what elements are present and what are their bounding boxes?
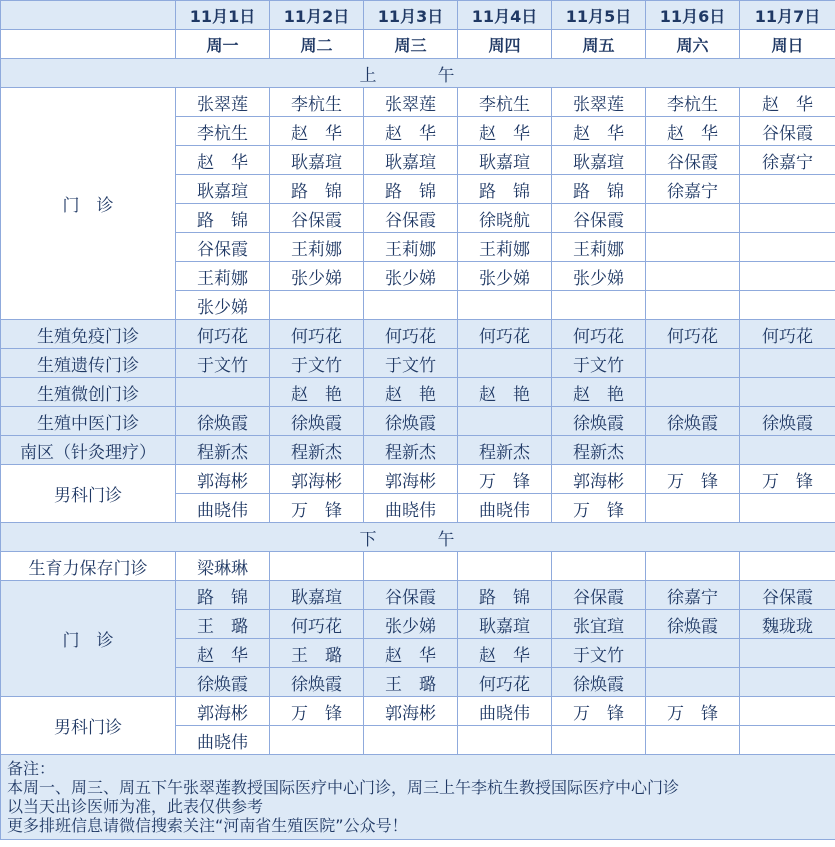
note-line: 以当天出诊医师为准，此表仅供参考 xyxy=(7,797,264,816)
doctor-cell: 魏珑珑 xyxy=(740,610,835,639)
doctor-cell xyxy=(740,639,835,668)
doctor-cell: 谷保霞 xyxy=(740,581,835,610)
doctor-cell: 徐焕霞 xyxy=(176,668,270,697)
date-header: 11月3日 xyxy=(364,1,458,30)
doctor-cell: 万 锋 xyxy=(270,697,364,726)
weekday-header: 周六 xyxy=(646,30,740,59)
doctor-cell xyxy=(646,668,740,697)
doctor-cell xyxy=(646,639,740,668)
doctor-cell: 耿嘉瑄 xyxy=(458,146,552,175)
doctor-cell xyxy=(364,291,458,320)
doctor-cell: 何巧花 xyxy=(176,320,270,349)
doctor-cell: 何巧花 xyxy=(458,668,552,697)
doctor-cell: 徐嘉宁 xyxy=(646,581,740,610)
schedule-row xyxy=(1,581,835,610)
doctor-cell: 王莉娜 xyxy=(458,233,552,262)
doctor-cell: 谷保霞 xyxy=(740,117,835,146)
doctor-cell: 耿嘉瑄 xyxy=(552,146,646,175)
doctor-cell xyxy=(552,291,646,320)
doctor-cell: 耿嘉瑄 xyxy=(458,610,552,639)
clinic-label: 南区（针灸理疗） xyxy=(1,436,176,465)
doctor-cell xyxy=(364,726,458,755)
doctor-cell xyxy=(646,291,740,320)
doctor-cell: 于文竹 xyxy=(176,349,270,378)
doctor-cell: 张宜瑄 xyxy=(552,610,646,639)
schedule-row xyxy=(1,465,835,494)
doctor-cell: 王莉娜 xyxy=(176,262,270,291)
schedule-row xyxy=(1,552,835,581)
corner-cell xyxy=(1,1,176,30)
doctor-cell xyxy=(740,291,835,320)
doctor-cell: 程新杰 xyxy=(552,436,646,465)
doctor-cell: 王莉娜 xyxy=(270,233,364,262)
date-header: 11月1日 xyxy=(176,1,270,30)
doctor-cell xyxy=(270,552,364,581)
doctor-cell: 赵 华 xyxy=(364,117,458,146)
doctor-cell: 谷保霞 xyxy=(364,204,458,233)
doctor-cell: 郭海彬 xyxy=(364,465,458,494)
schedule-row xyxy=(1,697,835,726)
doctor-cell: 王 璐 xyxy=(364,668,458,697)
doctor-cell: 赵 艳 xyxy=(364,378,458,407)
doctor-cell: 万 锋 xyxy=(270,494,364,523)
doctor-cell xyxy=(740,552,835,581)
doctor-cell xyxy=(364,552,458,581)
weekday-header: 周二 xyxy=(270,30,364,59)
doctor-cell: 曲晓伟 xyxy=(458,697,552,726)
doctor-cell: 于文竹 xyxy=(552,349,646,378)
clinic-label: 门 诊 xyxy=(1,88,176,320)
weekday-header: 周一 xyxy=(176,30,270,59)
doctor-cell: 徐焕霞 xyxy=(646,407,740,436)
doctor-cell xyxy=(552,552,646,581)
doctor-cell: 曲晓伟 xyxy=(176,726,270,755)
afternoon-section-row xyxy=(1,523,835,552)
doctor-cell: 徐焕霞 xyxy=(270,668,364,697)
doctor-cell: 郭海彬 xyxy=(552,465,646,494)
doctor-cell: 耿嘉瑄 xyxy=(270,581,364,610)
doctor-cell: 张少娣 xyxy=(364,262,458,291)
clinic-label: 生殖中医门诊 xyxy=(1,407,176,436)
doctor-cell xyxy=(646,552,740,581)
doctor-cell: 郭海彬 xyxy=(176,697,270,726)
schedule-row xyxy=(1,349,835,378)
doctor-cell: 张翠莲 xyxy=(364,88,458,117)
afternoon-section-title: 下 午 xyxy=(1,523,835,552)
doctor-cell: 徐嘉宁 xyxy=(646,175,740,204)
note-line: 本周一、周三、周五下午张翠莲教授国际医疗中心门诊，周三上午李杭生教授国际医疗中心门诊 xyxy=(7,778,680,797)
doctor-cell: 徐晓航 xyxy=(458,204,552,233)
date-header: 11月7日 xyxy=(740,1,835,30)
doctor-cell xyxy=(740,697,835,726)
doctor-cell: 何巧花 xyxy=(646,320,740,349)
clinic-label: 生殖遗传门诊 xyxy=(1,349,176,378)
doctor-cell: 路 锦 xyxy=(176,204,270,233)
doctor-cell xyxy=(270,726,364,755)
weekday-header-row xyxy=(1,30,835,59)
date-header-row xyxy=(1,1,835,30)
doctor-cell xyxy=(458,552,552,581)
doctor-cell: 何巧花 xyxy=(270,610,364,639)
date-header: 11月2日 xyxy=(270,1,364,30)
doctor-cell: 谷保霞 xyxy=(552,581,646,610)
clinic-label: 男科门诊 xyxy=(1,465,176,523)
doctor-cell: 万 锋 xyxy=(646,697,740,726)
corner-cell xyxy=(1,30,176,59)
doctor-cell: 郭海彬 xyxy=(176,465,270,494)
doctor-cell: 赵 艳 xyxy=(552,378,646,407)
doctor-cell: 张少娣 xyxy=(364,610,458,639)
doctor-cell: 曲晓伟 xyxy=(364,494,458,523)
doctor-cell: 李杭生 xyxy=(646,88,740,117)
doctor-cell: 徐焕霞 xyxy=(552,668,646,697)
doctor-cell: 于文竹 xyxy=(364,349,458,378)
doctor-cell: 谷保霞 xyxy=(270,204,364,233)
clinic-label: 男科门诊 xyxy=(1,697,176,755)
doctor-cell xyxy=(458,349,552,378)
doctor-cell: 王 璐 xyxy=(176,610,270,639)
doctor-cell: 李杭生 xyxy=(176,117,270,146)
doctor-cell xyxy=(646,262,740,291)
doctor-cell: 赵 华 xyxy=(552,117,646,146)
doctor-cell: 赵 华 xyxy=(176,146,270,175)
doctor-cell: 程新杰 xyxy=(458,436,552,465)
doctor-cell: 何巧花 xyxy=(458,320,552,349)
clinic-label: 生育力保存门诊 xyxy=(1,552,176,581)
doctor-cell xyxy=(458,407,552,436)
doctor-cell xyxy=(646,726,740,755)
schedule-row xyxy=(1,88,835,117)
doctor-cell: 程新杰 xyxy=(176,436,270,465)
doctor-cell: 路 锦 xyxy=(552,175,646,204)
doctor-cell: 赵 艳 xyxy=(458,378,552,407)
doctor-cell: 赵 华 xyxy=(740,88,835,117)
doctor-cell xyxy=(458,291,552,320)
doctor-cell: 谷保霞 xyxy=(176,233,270,262)
doctor-cell: 程新杰 xyxy=(270,436,364,465)
doctor-cell: 于文竹 xyxy=(552,639,646,668)
doctor-cell: 万 锋 xyxy=(458,465,552,494)
doctor-cell: 张翠莲 xyxy=(552,88,646,117)
morning-section-row xyxy=(1,59,835,88)
doctor-cell: 张少娣 xyxy=(458,262,552,291)
doctor-cell: 徐焕霞 xyxy=(552,407,646,436)
doctor-cell: 万 锋 xyxy=(740,465,835,494)
doctor-cell: 张少娣 xyxy=(176,291,270,320)
weekday-header: 周三 xyxy=(364,30,458,59)
schedule-row xyxy=(1,320,835,349)
doctor-cell: 李杭生 xyxy=(458,88,552,117)
doctor-cell xyxy=(646,233,740,262)
doctor-cell: 张少娣 xyxy=(270,262,364,291)
clinic-label: 门 诊 xyxy=(1,581,176,697)
doctor-cell: 程新杰 xyxy=(364,436,458,465)
doctor-cell xyxy=(646,349,740,378)
doctor-cell: 徐焕霞 xyxy=(740,407,835,436)
doctor-cell: 谷保霞 xyxy=(364,581,458,610)
doctor-cell xyxy=(740,175,835,204)
morning-section-title: 上 午 xyxy=(1,59,835,88)
doctor-cell xyxy=(646,494,740,523)
doctor-cell xyxy=(646,378,740,407)
doctor-cell: 曲晓伟 xyxy=(458,494,552,523)
doctor-cell xyxy=(740,668,835,697)
doctor-cell: 赵 华 xyxy=(458,639,552,668)
schedule-row xyxy=(1,407,835,436)
weekday-header: 周日 xyxy=(740,30,835,59)
doctor-cell: 郭海彬 xyxy=(364,697,458,726)
doctor-cell: 路 锦 xyxy=(176,581,270,610)
note-line: 备注： xyxy=(7,759,56,778)
date-header: 11月6日 xyxy=(646,1,740,30)
doctor-cell: 徐焕霞 xyxy=(176,407,270,436)
doctor-cell xyxy=(270,291,364,320)
notes-row xyxy=(1,755,835,840)
doctor-cell: 曲晓伟 xyxy=(176,494,270,523)
doctor-cell: 万 锋 xyxy=(552,494,646,523)
doctor-cell: 谷保霞 xyxy=(552,204,646,233)
doctor-cell: 李杭生 xyxy=(270,88,364,117)
doctor-cell xyxy=(740,262,835,291)
weekday-header: 周四 xyxy=(458,30,552,59)
doctor-cell: 赵 华 xyxy=(270,117,364,146)
doctor-cell: 郭海彬 xyxy=(270,465,364,494)
clinic-label: 生殖免疫门诊 xyxy=(1,320,176,349)
doctor-cell: 耿嘉瑄 xyxy=(176,175,270,204)
doctor-cell: 路 锦 xyxy=(458,175,552,204)
doctor-cell: 王莉娜 xyxy=(364,233,458,262)
doctor-cell xyxy=(552,726,646,755)
doctor-cell xyxy=(646,204,740,233)
doctor-cell: 路 锦 xyxy=(270,175,364,204)
doctor-cell xyxy=(740,378,835,407)
doctor-cell: 何巧花 xyxy=(270,320,364,349)
doctor-cell: 徐焕霞 xyxy=(646,610,740,639)
date-header: 11月4日 xyxy=(458,1,552,30)
date-header: 11月5日 xyxy=(552,1,646,30)
doctor-cell: 路 锦 xyxy=(458,581,552,610)
doctor-cell: 张翠莲 xyxy=(176,88,270,117)
weekday-header: 周五 xyxy=(552,30,646,59)
doctor-cell xyxy=(740,436,835,465)
doctor-cell xyxy=(740,204,835,233)
doctor-cell: 赵 华 xyxy=(176,639,270,668)
doctor-cell: 何巧花 xyxy=(364,320,458,349)
doctor-cell: 梁琳琳 xyxy=(176,552,270,581)
doctor-cell: 何巧花 xyxy=(740,320,835,349)
doctor-cell: 赵 艳 xyxy=(270,378,364,407)
doctor-cell: 王莉娜 xyxy=(552,233,646,262)
doctor-cell xyxy=(176,378,270,407)
doctor-cell: 王 璐 xyxy=(270,639,364,668)
doctor-cell: 何巧花 xyxy=(552,320,646,349)
doctor-cell xyxy=(458,726,552,755)
doctor-cell: 徐嘉宁 xyxy=(740,146,835,175)
doctor-cell: 徐焕霞 xyxy=(270,407,364,436)
doctor-cell: 耿嘉瑄 xyxy=(364,146,458,175)
doctor-cell xyxy=(740,349,835,378)
clinic-label: 生殖微创门诊 xyxy=(1,378,176,407)
schedule-row xyxy=(1,436,835,465)
doctor-cell: 路 锦 xyxy=(364,175,458,204)
schedule-row xyxy=(1,378,835,407)
note-line: 更多排班信息请微信搜索关注“河南省生殖医院”公众号！ xyxy=(7,816,408,835)
doctor-cell: 于文竹 xyxy=(270,349,364,378)
doctor-cell xyxy=(740,494,835,523)
doctor-cell: 谷保霞 xyxy=(646,146,740,175)
doctor-cell: 徐焕霞 xyxy=(364,407,458,436)
doctor-cell: 赵 华 xyxy=(646,117,740,146)
doctor-cell: 万 锋 xyxy=(552,697,646,726)
doctor-cell: 张少娣 xyxy=(552,262,646,291)
doctor-cell: 耿嘉瑄 xyxy=(270,146,364,175)
doctor-cell xyxy=(740,726,835,755)
notes-block xyxy=(1,755,835,840)
doctor-cell: 赵 华 xyxy=(458,117,552,146)
doctor-cell xyxy=(646,436,740,465)
doctor-cell xyxy=(740,233,835,262)
doctor-cell: 万 锋 xyxy=(646,465,740,494)
doctor-cell: 赵 华 xyxy=(364,639,458,668)
